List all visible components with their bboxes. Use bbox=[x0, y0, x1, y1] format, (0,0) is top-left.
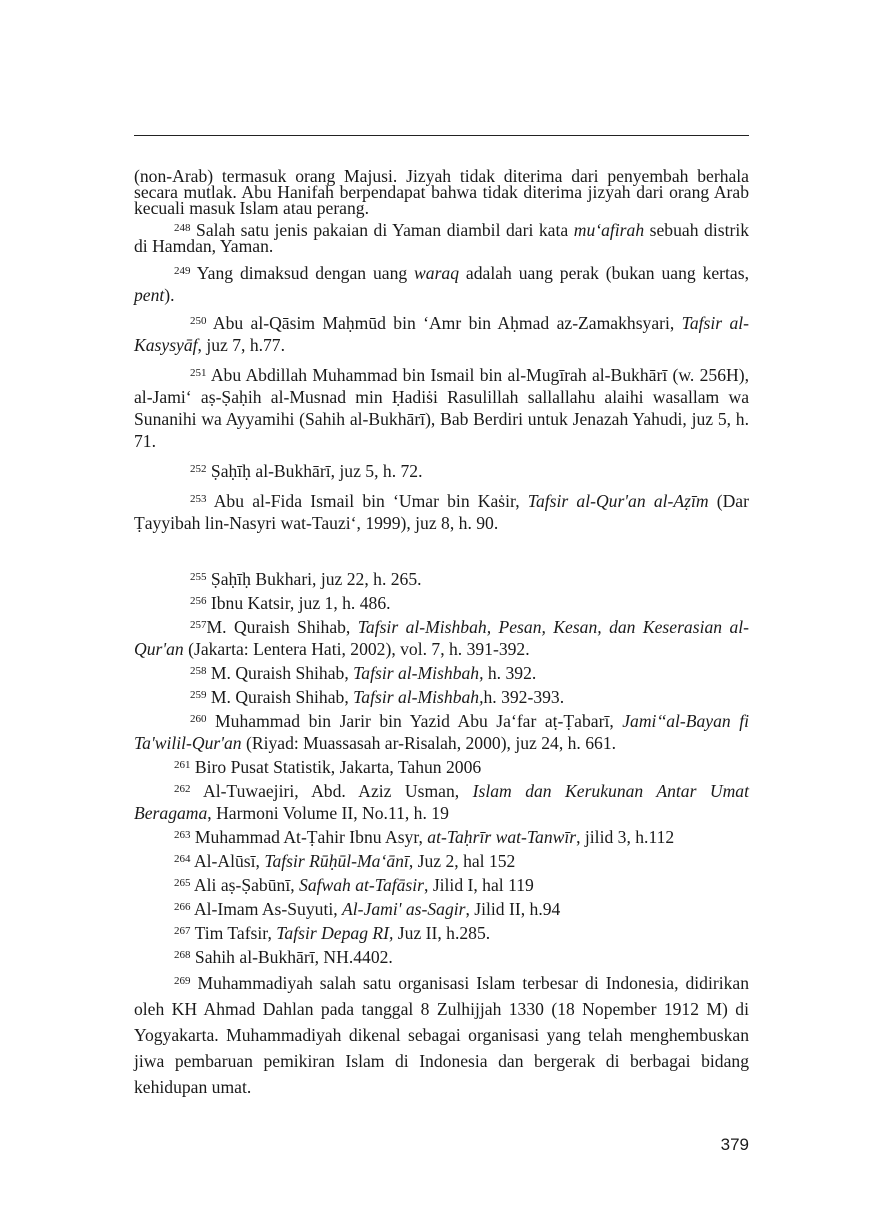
footnote-259: $^{259}$ M. Quraish Shihab, Tafsir al-Mishbah,h. 392-393. bbox=[190, 687, 565, 707]
footnote-264: $^{264}$ Al-Alūsī, Tafsir Rūḥūl-Ma‘ānī, Juz 2, hal 152 bbox=[174, 851, 516, 871]
page-number: 379 bbox=[720, 1135, 749, 1154]
footnote-265: $^{265}$ Ali aṣ-Ṣabūnī, Safwah at-Tafāsir, Jilid I, hal 119 bbox=[174, 875, 534, 895]
footnote-253: $^{253}$ Abu al-Fida Ismail bin ‘Umar bin Kaṡir, Tafsir al-Qur'an al-Aẓīm (Dar Ṭayyibah lin-Nasyri wat-Tauzi‘, 1999), juz 8, h. 90. bbox=[134, 491, 749, 533]
footnote-251: $^{251}$ Abu Abdillah Muhammad bin Ismail bin al-Mugīrah al-Bukhārī (w. 256H), al-Jami‘ aṣ-Ṣaḥih al-Musnad min Ḥadiṡi Rasulillah sallallahu alaihi wasallam wa Sunanihi wa Ayyamihi (Sahih al-Bukhārī), Bab Berdiri untuk Jenazah Yahudi, juz 5, h. 71. bbox=[134, 365, 749, 451]
footnote-252: $^{252}$ Ṣaḥīḥ al-Bukhārī, juz 5, h. 72. bbox=[190, 461, 423, 481]
footnote-257: $^{257}$M. Quraish Shihab, Tafsir al-Mishbah, Pesan, Kesan, dan Keserasian al-Qur'an (Jakarta: Lentera Hati, 2002), vol. 7, h. 391-392. bbox=[134, 617, 749, 659]
header-rule bbox=[134, 135, 749, 136]
footnote-255: $^{255}$ Ṣaḥīḥ Bukhari, juz 22, h. 265. bbox=[190, 569, 422, 589]
footnote-256: $^{256}$ Ibnu Katsir, juz 1, h. 486. bbox=[190, 593, 391, 613]
footnote-261: $^{261}$ Biro Pusat Statistik, Jakarta, Tahun 2006 bbox=[174, 757, 482, 777]
footnote-262: $^{262}$ Al-Tuwaejiri, Abd. Aziz Usman, Islam dan Kerukunan Antar Umat Beragama, Harmoni Volume II, No.11, h. 19 bbox=[134, 781, 749, 823]
footnote-267: $^{267}$ Tim Tafsir, Tafsir Depag RI, Juz II, h.285. bbox=[174, 923, 491, 943]
footnote-269: $^{269}$ Muhammadiyah salah satu organisasi Islam terbesar di Indonesia, didirikan oleh KH Ahmad Dahlan pada tanggal 8 Zulhijjah 1330 (18 Nopember 1912 M) di Yogyakarta. Muhammadiyah dikenal sebagai organisasi yang telah menghembuskan jiwa pembaruan pemikiran Islam di Indonesia dan bergerak di berbagai bidang kehidupan umat. bbox=[134, 973, 749, 1097]
footnote-266: $^{266}$ Al-Imam As-Suyuti, Al-Jami' as-Sagir, Jilid II, h.94 bbox=[174, 899, 561, 919]
footnote-263: $^{263}$ Muhammad At-Ṭahir Ibnu Asyr, at-Taḥrīr wat-Tanwīr, jilid 3, h.112 bbox=[174, 827, 675, 847]
footnote-268: $^{268}$ Sahih al-Bukhārī, NH.4402. bbox=[174, 947, 393, 967]
footnote-continuation: (non-Arab) termasuk orang Majusi. Jizyah tidak diterima dari penyembah berhala secara mutlak. Abu Hanifah berpendapat bahwa tidak diterima jizyah dari orang Arab kecuali masuk Islam atau perang. bbox=[134, 166, 749, 218]
footnotes bbox=[134, 168, 749, 1100]
footnote-248: $^{248}$ Salah satu jenis pakaian di Yaman diambil dari kata mu‘afirah sebuah distrik di Hamdan, Yaman. bbox=[134, 220, 750, 256]
footnote-249: $^{249}$ Yang dimaksud dengan uang waraq adalah uang perak (bukan uang kertas, pent). bbox=[134, 263, 749, 305]
footnote-260: $^{260}$ Muhammad bin Jarir bin Yazid Abu Ja‘far aṭ-Ṭabarī, Jami‘‘al-Bayan fi Ta'wilil-Qur'an (Riyad: Muassasah ar-Risalah, 2000), juz 24, h. 661. bbox=[134, 711, 750, 753]
footnote-250: $^{250}$ Abu al-Qāsim Maḥmūd bin ‘Amr bin Aḥmad az-Zamakhsyari, Tafsir al-Kasysyāf, juz 7, h.77. bbox=[134, 313, 749, 355]
footnote-258: $^{258}$ M. Quraish Shihab, Tafsir al-Mishbah, h. 392. bbox=[190, 663, 537, 683]
